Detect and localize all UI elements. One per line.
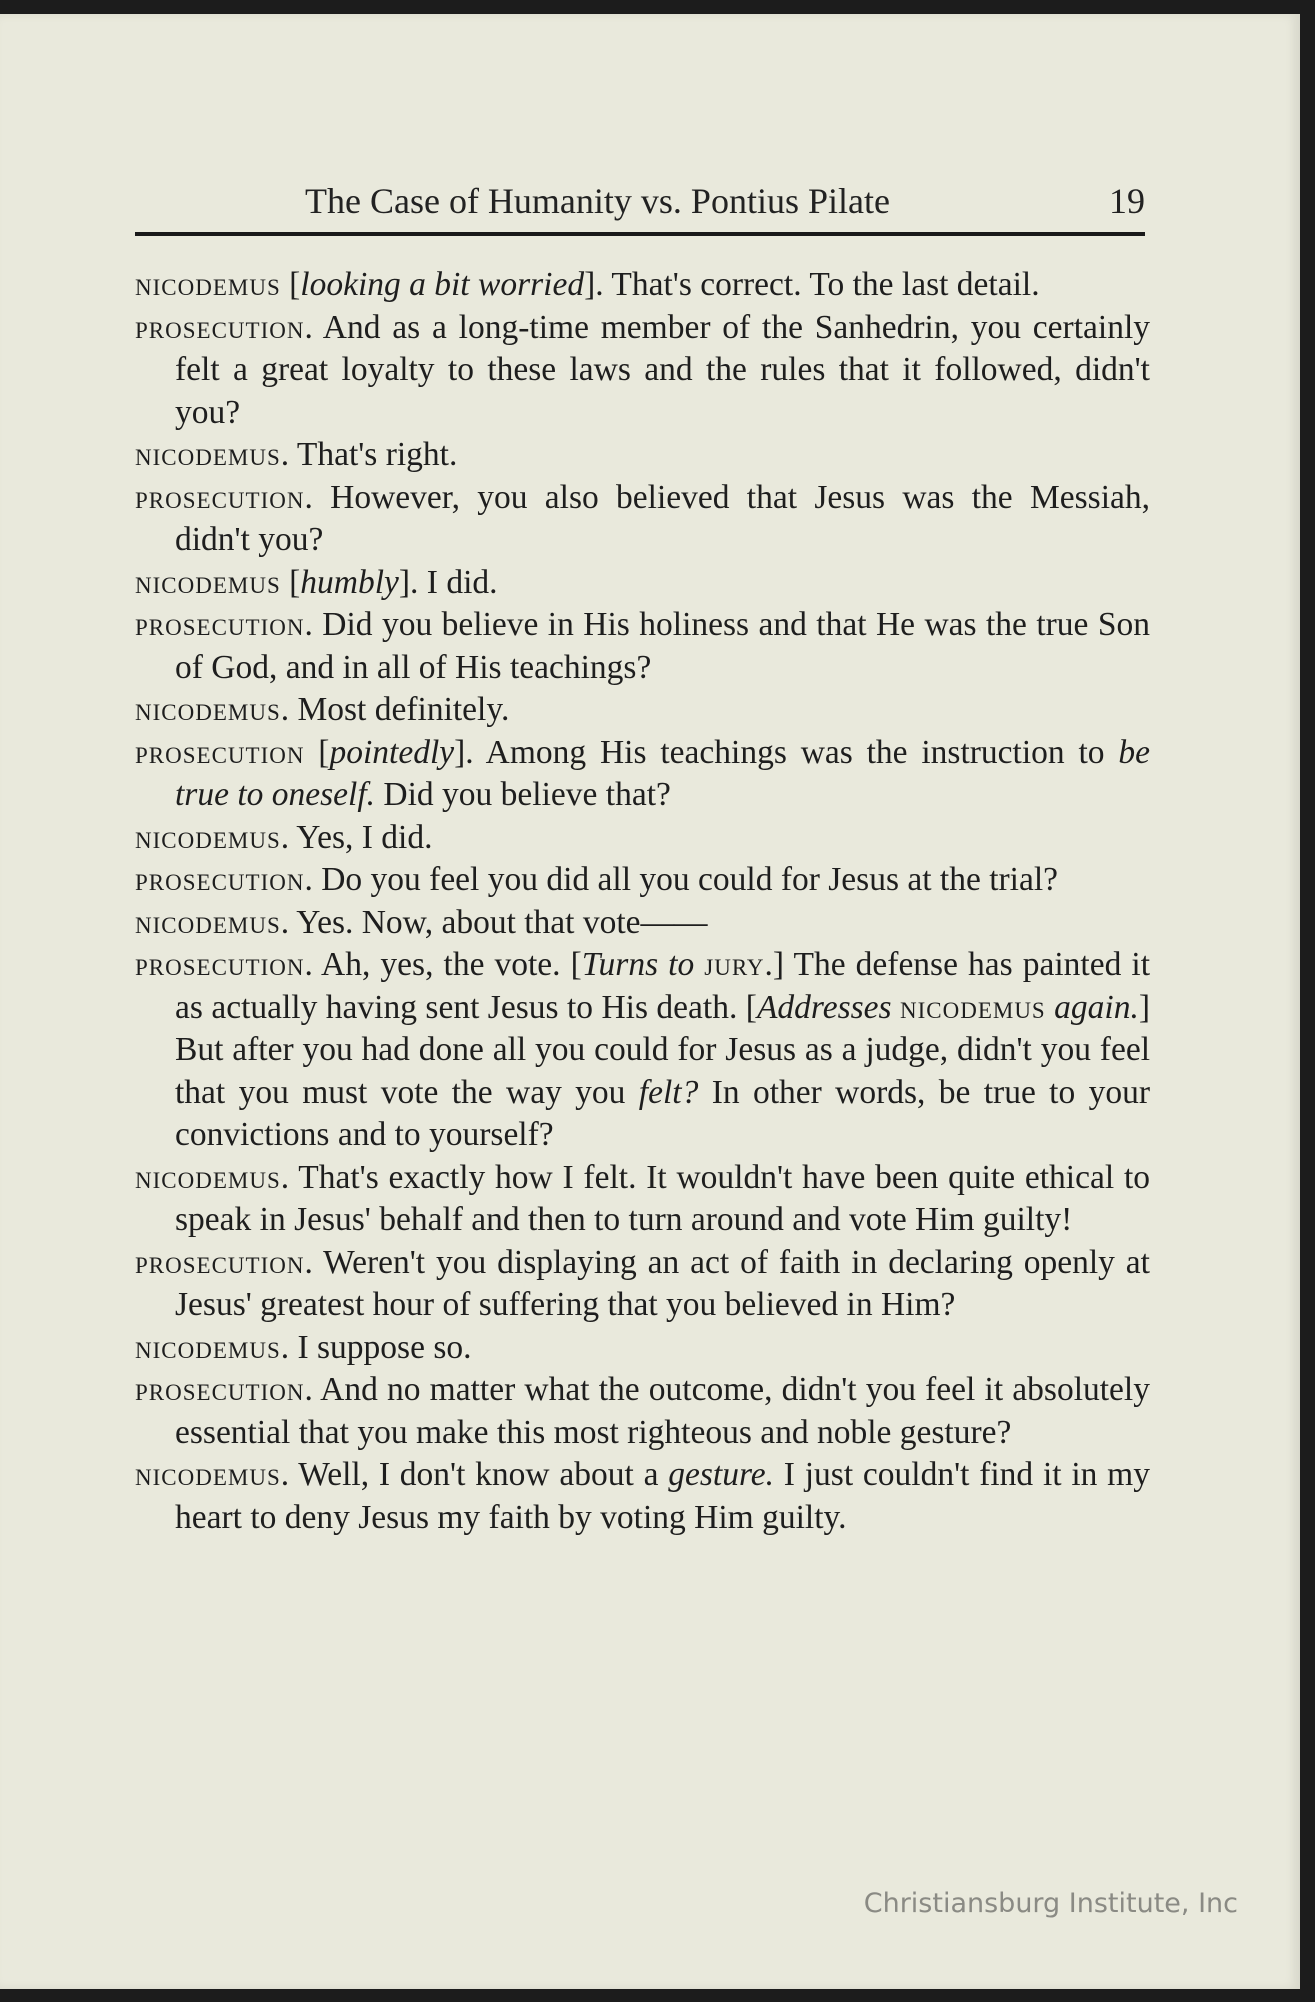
line-text: In other words, be true to your convictions and to yourself? <box>175 1073 1150 1153</box>
dialogue-line: prosecution. Ah, yes, the vote. [Turns to jury.] The defense has painted it as actually having sent Jesus to His death. [Addresses nicodemus again.] But after you had done all you could for Jesus as a judge, didn't you feel that you must vote the way you felt? In other words, be true to your convictions and to yourself? <box>135 946 1151 1153</box>
character-ref: jury <box>704 946 765 983</box>
dialogue-line <box>135 477 1150 562</box>
speaker-name: prosecution <box>135 478 305 516</box>
line-text: . However, you also believed that Jesus was the Messiah, didn't you? <box>175 478 1150 558</box>
line-text: . Weren't you displaying an act of faith in declaring openly at Jesus' greatest hour of suffering that you believed in Him? <box>175 1243 1150 1323</box>
stage-direction: again. <box>1045 988 1139 1026</box>
running-title: The Case of Humanity vs. Pontius Pilate <box>305 181 890 221</box>
dialogue-line <box>135 1242 1150 1327</box>
line-text: . And no matter what the outcome, didn't you feel it absolutely essential that you make this most righteous and noble gesture? <box>175 1371 1150 1451</box>
dialogue-line <box>135 1157 1150 1242</box>
page-header <box>135 172 1145 236</box>
dialogue-line: prosecution [pointedly]. Among His teachings was the instruction to be true to oneself. Did you believe that? <box>135 733 1151 813</box>
book-page <box>0 14 1300 1989</box>
speaker-name: nicodemus <box>135 563 281 601</box>
speaker-name: prosecution <box>135 733 305 771</box>
dialogue-line <box>135 1454 1150 1539</box>
dialogue-line <box>135 307 1150 435</box>
dialogue-line <box>135 1369 1150 1454</box>
watermark: Christiansburg Institute, Inc <box>863 1888 1238 1919</box>
stage-direction: Turns to <box>581 946 705 983</box>
speaker-name: prosecution <box>135 861 305 898</box>
speaker-name: prosecution <box>135 946 305 983</box>
dialogue-body <box>135 264 1150 1539</box>
stage-direction: pointedly <box>329 733 455 771</box>
line-text: . Well, I don't know about a <box>280 1456 669 1493</box>
speaker-name: nicodemus <box>135 818 281 856</box>
speaker-name: prosecution <box>135 606 305 643</box>
speaker-name: nicodemus <box>135 436 281 473</box>
dialogue-line: nicodemus [looking a bit worried]. That's correct. To the last detail. <box>135 266 1040 303</box>
emphasis: be true to oneself. <box>175 733 1151 813</box>
line-text: ] The defense has painted it as actually having sent Jesus to His death. [ <box>175 946 1151 1026</box>
line-text: . Ah, yes, the vote. [ <box>304 946 582 983</box>
line-text: . Yes. Now, about that vote—— <box>280 903 708 941</box>
line-text: ] But after you had done all you could for Jesus as a judge, didn't you feel that you must vote the way you <box>175 988 1150 1111</box>
dialogue-line <box>135 689 1150 732</box>
speaker-name: nicodemus <box>135 1328 281 1366</box>
line-text: Did you believe that? <box>375 776 671 813</box>
line-text: . That's exactly how I felt. It wouldn't have been quite ethical to speak in Jesus' behalf and then to turn around and vote Him guilty! <box>175 1158 1150 1238</box>
speaker-name: prosecution <box>135 1243 305 1281</box>
line-text: . Do you feel you did all you could for Jesus at the trial? <box>304 861 1059 898</box>
page-number: 19 <box>1109 181 1145 221</box>
dialogue-line <box>135 604 1150 689</box>
character-ref: nicodemus <box>899 988 1046 1026</box>
stage-direction: humbly <box>300 563 399 601</box>
speaker-name: nicodemus <box>135 266 281 303</box>
line-text: I just couldn't find it in my heart to deny Jesus my faith by voting Him guilty. <box>175 1456 1150 1536</box>
dialogue-line <box>135 902 1150 945</box>
emphasis: felt? <box>638 1073 699 1111</box>
line-text: . And as a long-time member of the Sanhedrin, you certainly felt a great loyalty to these laws and the rules that it followed, didn't you? <box>175 308 1150 431</box>
speaker-name: nicodemus <box>135 903 281 941</box>
line-text: . Yes, I did. <box>280 818 433 856</box>
dialogue-line: nicodemus [humbly]. I did. <box>135 563 498 601</box>
stage-direction: Addresses <box>756 988 900 1026</box>
line-text: . I did. <box>410 563 498 601</box>
line-text: . Among His teachings was the instruction to <box>465 733 1119 771</box>
speaker-name: prosecution <box>135 308 305 346</box>
line-text: . That's right. <box>280 436 458 473</box>
line-text: . Most definitely. <box>280 691 510 728</box>
stage-direction: looking a bit worried <box>300 266 585 303</box>
emphasis: gesture. <box>668 1456 775 1493</box>
speaker-name: nicodemus <box>135 1456 281 1493</box>
line-text: . Did you believe in His holiness and that He was the true Son of God, and in all of His teachings? <box>175 606 1150 686</box>
speaker-name: prosecution <box>135 1371 305 1408</box>
dialogue-line <box>135 859 1150 902</box>
speaker-name: nicodemus <box>135 691 281 728</box>
speaker-name: nicodemus <box>135 1158 281 1196</box>
dialogue-line <box>135 817 1150 860</box>
line-text: . I suppose so. <box>280 1328 472 1366</box>
line-text: . That's correct. To the last detail. <box>595 266 1040 303</box>
dialogue-line <box>135 1327 1150 1370</box>
dialogue-line <box>135 434 1150 477</box>
